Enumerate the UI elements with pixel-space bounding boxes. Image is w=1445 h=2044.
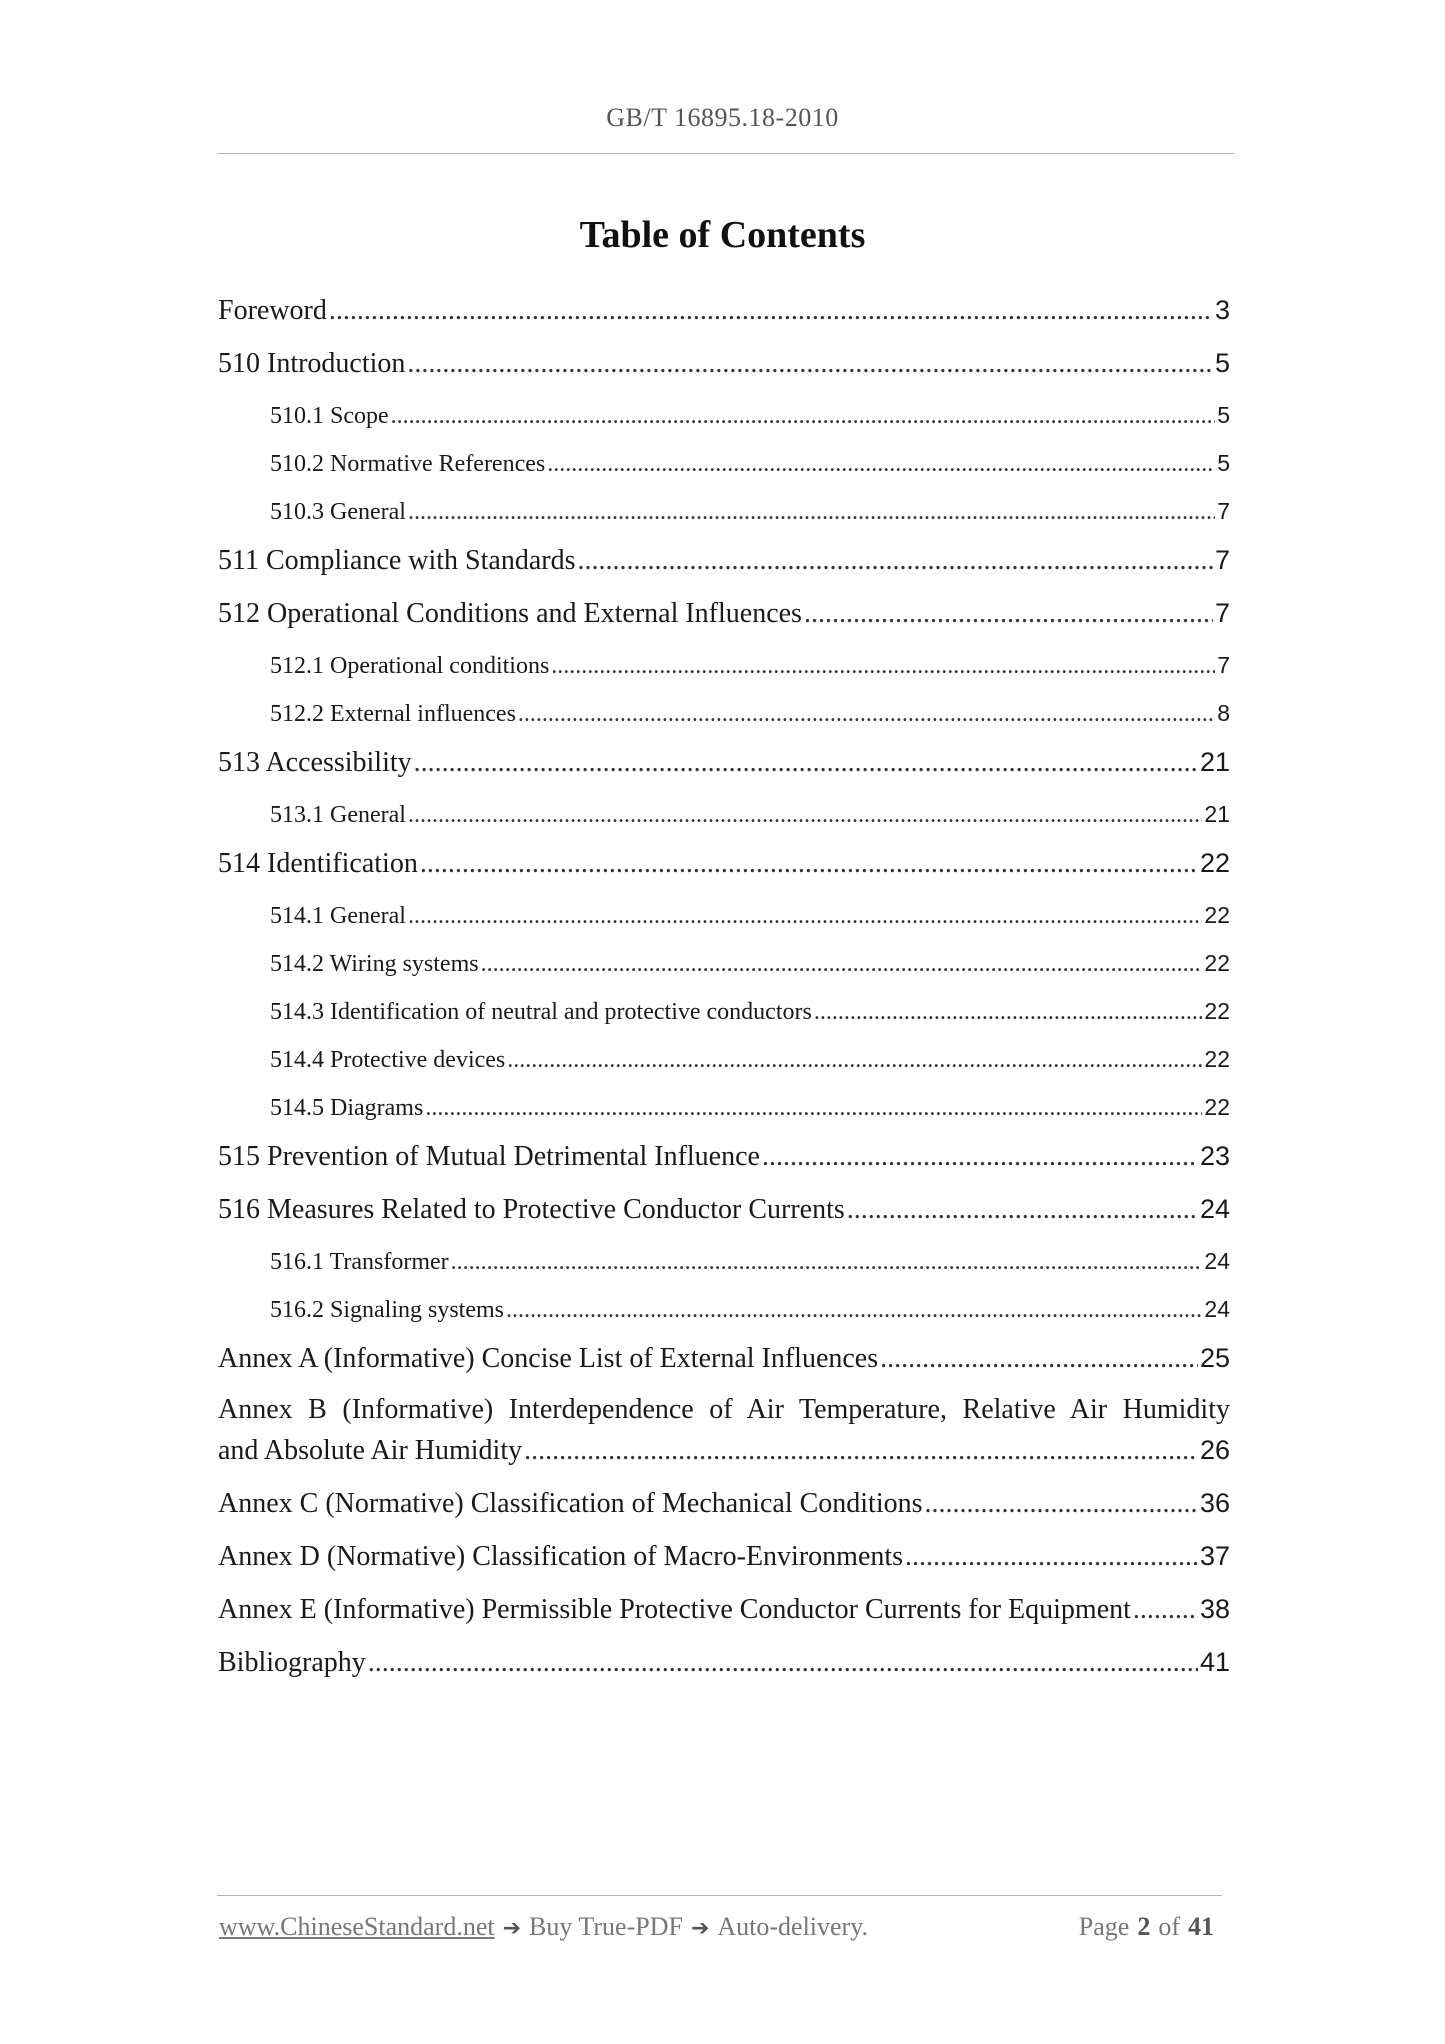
- toc-entry-label: Annex A (Informative) Concise List of External Influences: [218, 1343, 879, 1374]
- toc-entry-page: 26: [1199, 1435, 1230, 1465]
- toc-entry-annex-b[interactable]: [218, 1390, 1230, 1482]
- dot-leader: [506, 1290, 1202, 1330]
- toc-entry-page: 38: [1199, 1594, 1230, 1624]
- dot-leader: [905, 1536, 1198, 1578]
- dot-leader: [425, 1088, 1202, 1128]
- toc-entry-page: 23: [1199, 1141, 1230, 1171]
- dot-leader: [414, 742, 1198, 784]
- toc-entry-page: 22: [1204, 902, 1230, 928]
- toc-entry-page: 25: [1199, 1343, 1230, 1373]
- toc-entry-label: 513 Accessibility: [218, 747, 412, 778]
- toc-entry-514-1[interactable]: [218, 895, 1230, 943]
- toc-entry-page: 7: [1214, 545, 1230, 575]
- toc-entry-510-1[interactable]: [218, 395, 1230, 443]
- toc-entry-page: 24: [1204, 1248, 1230, 1274]
- footer-promo: [219, 1912, 868, 1942]
- toc-entry-label: 514.4 Protective devices: [270, 1047, 506, 1073]
- dot-leader: [762, 1136, 1198, 1178]
- dot-leader: [407, 343, 1213, 385]
- toc-entry-page: 37: [1199, 1541, 1230, 1571]
- toc-entry-annex-e[interactable]: [218, 1588, 1230, 1641]
- toc-entry-516[interactable]: [218, 1188, 1230, 1241]
- toc-entry-label: Bibliography: [218, 1647, 366, 1678]
- page-title: Table of Contents: [579, 214, 866, 256]
- toc-entry-label: 510.1 Scope: [270, 403, 389, 429]
- toc-entry-annex-c[interactable]: [218, 1482, 1230, 1535]
- toc-entry-line2: [218, 1430, 1230, 1471]
- footer-divider: [217, 1895, 1222, 1896]
- dot-leader: [524, 1431, 1198, 1471]
- dot-leader: [507, 1040, 1202, 1080]
- toc-entry-label: 516.2 Signaling systems: [270, 1297, 505, 1323]
- auto-delivery-text: Auto-delivery.: [717, 1912, 869, 1941]
- dot-leader: [880, 1338, 1198, 1380]
- dot-leader: [814, 992, 1203, 1032]
- toc-entry-page: 22: [1204, 1094, 1230, 1120]
- toc-entry-label: 510.2 Normative References: [270, 451, 546, 477]
- toc-entry-label: 514.2 Wiring systems: [270, 951, 479, 977]
- toc-entry-514-5[interactable]: [218, 1087, 1230, 1135]
- page-total: 41: [1188, 1912, 1214, 1941]
- dot-leader: [804, 593, 1213, 635]
- toc-entry-annex-d[interactable]: [218, 1535, 1230, 1588]
- toc-entry-513-1[interactable]: [218, 794, 1230, 842]
- toc-entry-page: 22: [1199, 848, 1230, 878]
- dot-leader: [577, 540, 1213, 582]
- toc-entry-page: 5: [1217, 402, 1230, 428]
- toc-entry-label: Foreword: [218, 295, 327, 326]
- site-link[interactable]: www.ChineseStandard.net: [219, 1912, 495, 1941]
- toc-entry-label: Annex D (Normative) Classification of Macro-Environments: [218, 1541, 904, 1572]
- toc-entry-label: 514 Identification: [218, 848, 418, 879]
- dot-leader: [368, 1642, 1198, 1684]
- toc-entry-512[interactable]: [218, 592, 1230, 645]
- toc-entry-page: 21: [1204, 801, 1230, 827]
- page-of: of: [1158, 1912, 1180, 1941]
- toc-entry-512-2[interactable]: [218, 693, 1230, 741]
- page-prefix: Page: [1078, 1912, 1130, 1941]
- toc-entry-label: 510.3 General: [270, 499, 406, 525]
- page-number: [1079, 1912, 1222, 1942]
- dot-leader: [925, 1483, 1198, 1525]
- toc-entry-514-2[interactable]: [218, 943, 1230, 991]
- toc-entry-page: 24: [1199, 1194, 1230, 1224]
- page-current: 2: [1137, 1912, 1151, 1941]
- right-arrow-icon: ➔: [690, 1916, 710, 1941]
- toc-entry-512-1[interactable]: [218, 645, 1230, 693]
- toc-entry-510[interactable]: [218, 342, 1230, 395]
- header-divider: [217, 153, 1234, 154]
- dot-leader: [481, 944, 1203, 984]
- toc-entry-515[interactable]: [218, 1135, 1230, 1188]
- dot-leader: [547, 444, 1215, 484]
- toc-entry-513[interactable]: [218, 741, 1230, 794]
- toc-entry-label: 512 Operational Conditions and External Influences: [218, 598, 802, 629]
- toc-entry-label: Annex C (Normative) Classification of Mechanical Conditions: [218, 1488, 923, 1519]
- toc-entry-page: 7: [1217, 652, 1230, 678]
- toc-entry-label: 516.1 Transformer: [270, 1249, 449, 1275]
- toc-entry-page: 22: [1204, 998, 1230, 1024]
- toc-entry-page: 5: [1214, 348, 1230, 378]
- toc-entry-label: 514.1 General: [270, 903, 406, 929]
- toc-entry-label: 514.5 Diagrams: [270, 1095, 424, 1121]
- toc-entry-label: 510 Introduction: [218, 348, 406, 379]
- toc-entry-page: 22: [1204, 1046, 1230, 1072]
- toc-entry-label: 514.3 Identification of neutral and protective conductors: [270, 999, 812, 1025]
- dot-leader: [551, 646, 1215, 686]
- toc-entry-page: 24: [1204, 1296, 1230, 1322]
- toc-entry-label: Annex E (Informative) Permissible Protective Conductor Currents for Equipment: [218, 1594, 1131, 1625]
- dot-leader: [847, 1189, 1198, 1231]
- dot-leader: [408, 896, 1202, 936]
- toc-entry-page: 3: [1214, 295, 1230, 325]
- running-header: GB/T 16895.18-2010: [606, 103, 839, 132]
- dot-leader: [391, 396, 1216, 436]
- toc-entry-page: 7: [1217, 498, 1230, 524]
- toc-entry-page: 36: [1199, 1488, 1230, 1518]
- toc-entry-page: 21: [1199, 747, 1230, 777]
- right-arrow-icon: ➔: [502, 1916, 522, 1941]
- toc-entry-label-line2: and Absolute Air Humidity: [218, 1435, 523, 1466]
- dot-leader: [518, 694, 1215, 734]
- dot-leader: [408, 492, 1215, 532]
- toc-entry-511[interactable]: [218, 539, 1230, 592]
- toc-entry-label: 512.2 External influences: [270, 701, 516, 727]
- toc-entry-514[interactable]: [218, 842, 1230, 895]
- toc-entry-page: 7: [1214, 598, 1230, 628]
- toc-entry-514-3[interactable]: [218, 991, 1230, 1039]
- toc-entry-page: 8: [1217, 700, 1230, 726]
- toc-entry-label: 511 Compliance with Standards: [218, 545, 576, 576]
- toc-entry-514-4[interactable]: [218, 1039, 1230, 1087]
- toc-entry-annex-a[interactable]: [218, 1337, 1230, 1390]
- dot-leader: [1133, 1589, 1198, 1631]
- dot-leader: [408, 795, 1202, 835]
- toc-entry-label-line1: Annex B (Informative) Interdependence of Air Temperature, Relative Air Humidity: [218, 1394, 1230, 1425]
- toc-entry-516-1[interactable]: [218, 1241, 1230, 1289]
- toc-entry-page: 22: [1204, 950, 1230, 976]
- toc-entry-510-3[interactable]: [218, 491, 1230, 539]
- toc-entry-label: 513.1 General: [270, 802, 406, 828]
- toc-entry-510-2[interactable]: [218, 443, 1230, 491]
- toc-entry-foreword[interactable]: [218, 289, 1230, 342]
- toc-entry-label: 515 Prevention of Mutual Detrimental Influence: [218, 1141, 760, 1172]
- toc-entry-label: 516 Measures Related to Protective Conductor Currents: [218, 1194, 845, 1225]
- toc-entry-label: 512.1 Operational conditions: [270, 653, 550, 679]
- dot-leader: [451, 1242, 1203, 1282]
- toc-entry-page: 41: [1199, 1647, 1230, 1677]
- dot-leader: [329, 290, 1213, 332]
- buy-pdf-text: Buy True-PDF: [529, 1912, 683, 1941]
- toc-entry-bibliography[interactable]: [218, 1641, 1230, 1694]
- toc-entry-516-2[interactable]: [218, 1289, 1230, 1337]
- dot-leader: [420, 843, 1198, 885]
- toc-entry-page: 5: [1217, 450, 1230, 476]
- table-of-contents: [218, 289, 1230, 1694]
- page-footer: [219, 1912, 1222, 1942]
